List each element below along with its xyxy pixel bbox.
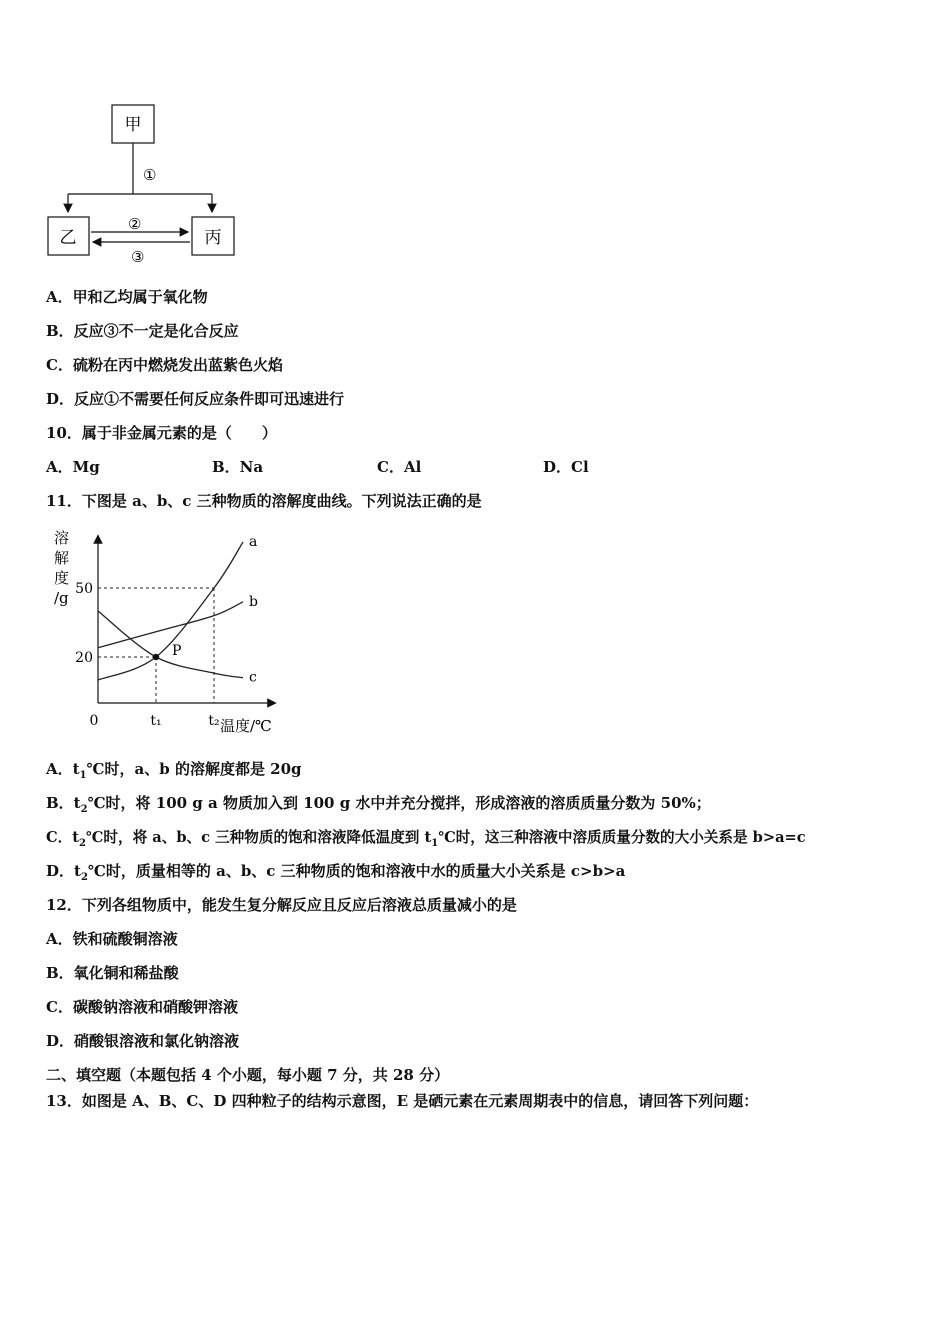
q11-stem: 11．下图是 a、b、c 三种物质的溶解度曲线。下列说法正确的是 bbox=[46, 492, 482, 510]
point-p-label: P bbox=[172, 643, 182, 659]
q12-option-b: B．氧化铜和稀盐酸 bbox=[46, 964, 179, 982]
x-tick-t2: t₂ bbox=[208, 713, 220, 729]
y-tick-20: 20 bbox=[75, 650, 93, 666]
series-a-label: a bbox=[249, 534, 258, 550]
q10-option-c: C．Al bbox=[377, 458, 422, 476]
y-axis-label-char: /g bbox=[54, 589, 69, 607]
q11-option-a: A．$t_1℃$时，a、b 的溶解度都是 20g bbox=[46, 760, 302, 781]
series-c-line bbox=[98, 611, 243, 678]
q11-option-b: B．$t_2℃$时，将 100 g a 物质加入到 100 g 水中并充分搅拌，形成溶液的溶质质量分数为 50%； bbox=[46, 794, 711, 815]
box-jia-label: 甲 bbox=[124, 115, 142, 135]
q9-option-b: B．反应③不一定是化合反应 bbox=[46, 322, 239, 340]
q12-option-a: A．铁和硫酸铜溶液 bbox=[46, 930, 178, 948]
q10-stem: 10．属于非金属元素的是（ ） bbox=[46, 424, 277, 442]
q9-option-a: A．甲和乙均属于氧化物 bbox=[46, 288, 208, 306]
solubility-chart bbox=[46, 525, 306, 740]
origin-label: 0 bbox=[89, 713, 99, 729]
series-b-line bbox=[98, 602, 243, 648]
q10-option-a: A．Mg bbox=[46, 458, 100, 476]
x-axis-label: 温度/℃ bbox=[220, 717, 272, 735]
y-axis-label-char: 解 bbox=[54, 549, 70, 567]
series-a-line bbox=[98, 542, 243, 680]
series-c-label: c bbox=[249, 669, 257, 686]
y-axis-label-char: 度 bbox=[54, 569, 70, 587]
q13-stem: 13．如图是 A、B、C、D 四种粒子的结构示意图，E 是硒元素在元素周期表中的信息，请回答下列问题： bbox=[46, 1092, 759, 1110]
arrow-label-1: ① bbox=[143, 166, 157, 184]
arrow-label-2: ② bbox=[128, 215, 142, 233]
section-2-heading: 二、填空题（本题包括 4 个小题，每小题 7 分，共 28 分） bbox=[46, 1066, 450, 1084]
q11-option-c: C．$t_2℃$时，将 a、b、c 三种物质的饱和溶液降低温度到 $t_1℃$时，这三种溶液中溶质质量分数的大小关系是 b>a=c bbox=[46, 829, 806, 849]
arrow-label-3: ③ bbox=[131, 248, 145, 266]
q10-option-b: B．Na bbox=[212, 458, 264, 476]
x-tick-t1: t₁ bbox=[150, 713, 162, 729]
series-b-label: b bbox=[249, 593, 258, 610]
y-tick-50: 50 bbox=[75, 581, 93, 597]
box-yi-label: 乙 bbox=[59, 228, 77, 248]
q9-option-d: D．反应①不需要任何反应条件即可迅速进行 bbox=[46, 390, 345, 408]
q12-option-d: D．硝酸银溶液和氯化钠溶液 bbox=[46, 1032, 240, 1050]
point-p-dot bbox=[153, 654, 159, 660]
reaction-diagram bbox=[40, 98, 300, 268]
q10-option-d: D．Cl bbox=[543, 458, 589, 476]
y-axis-label-char: 溶 bbox=[54, 529, 70, 547]
q9-option-c: C．硫粉在丙中燃烧发出蓝紫色火焰 bbox=[46, 356, 283, 374]
box-bing-label: 丙 bbox=[204, 228, 222, 248]
q12-option-c: C．碳酸钠溶液和硝酸钾溶液 bbox=[46, 998, 238, 1016]
q11-option-d: D．$t_2℃$时，质量相等的 a、b、c 三种物质的饱和溶液中水的质量大小关系是 c>b>a bbox=[46, 862, 626, 883]
q12-stem: 12．下列各组物质中，能发生复分解反应且反应后溶液总质量减小的是 bbox=[46, 896, 517, 914]
